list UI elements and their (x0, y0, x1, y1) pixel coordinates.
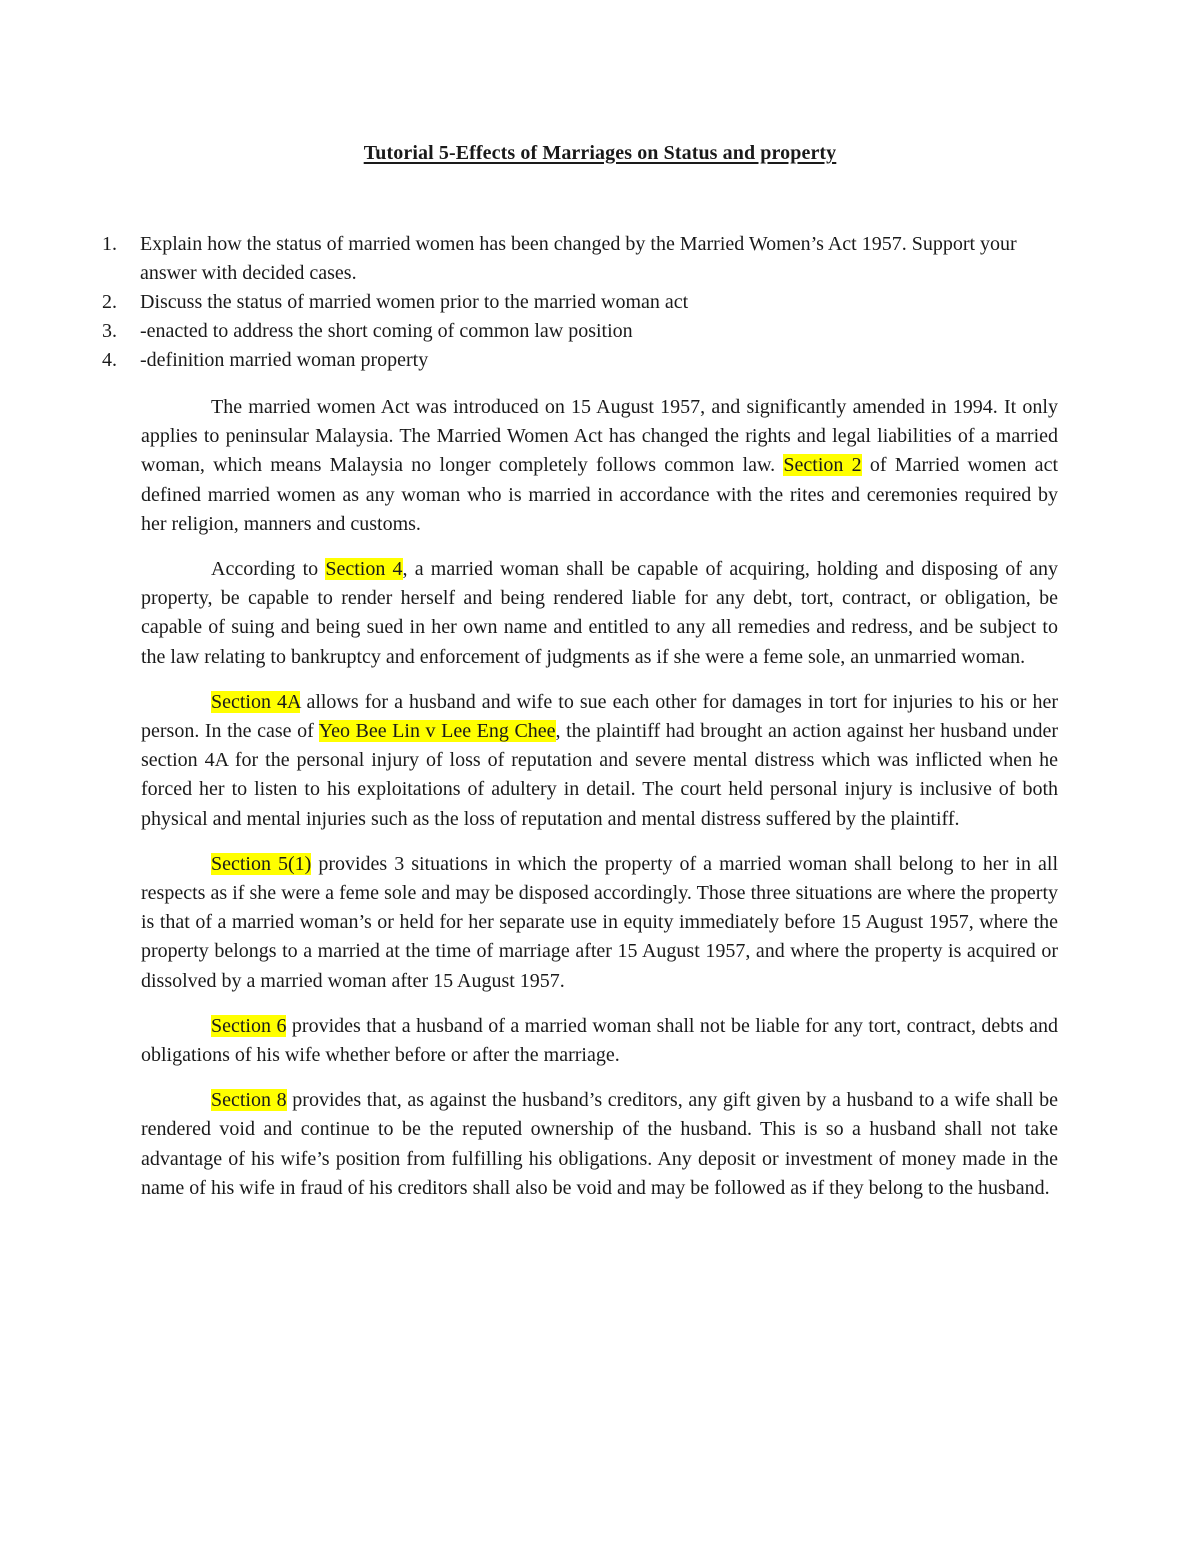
highlighted-reference: Section 6 (211, 1014, 287, 1037)
question-item (102, 346, 1062, 375)
paragraph-section-8 (141, 1086, 1058, 1203)
document-body (141, 393, 1058, 1219)
paragraph-section-4 (141, 555, 1058, 672)
question-text: Explain how the status of married women has been changed by the Married Women’s Act 1957. Support your answer with decided cases. (140, 233, 1017, 284)
paragraph-text: , a married woman shall be capable of acquiring, holding and disposing of any property, be capable to render herself and being rendered liable for any debt, tort, contract, or obligation, be capable of suing and being sued in her own name and entitled to any all remedies and redress, and be subject to the law relating to bankruptcy and enforcement of judgments as if she were a feme sole, an unmarried woman. (141, 558, 1058, 668)
question-number: 2. (102, 291, 117, 313)
paragraph-text: , the plaintiff had brought an action against her husband under section 4A for the personal injury of loss of reputation and severe mental distress which was inflicted when he forced her to listen to his exploitations of adultery in detail. The court held personal injury is inclusive of both physical and mental injuries such as the loss of reputation and mental distress suffered by the plaintiff. (141, 720, 1059, 830)
question-item (102, 317, 1062, 346)
document-title: Tutorial 5-Effects of Marriages on Status and property (363, 142, 837, 164)
question-text: Discuss the status of married women prior to the married woman act (140, 291, 689, 313)
question-number: 1. (102, 233, 117, 255)
question-text: -enacted to address the short coming of common law position (140, 320, 633, 342)
paragraph-text: provides that, as against the husband’s creditors, any gift given by a husband to a wife shall be rendered void and continue to be the reputed ownership of the husband. This is so a husband shall not take advantage of his wife’s position from fulfilling his obligations. Any deposit or investment of money made in the name of his wife in fraud of his creditors shall also be void and may be followed as if they belong to the husband. (141, 1089, 1058, 1199)
highlighted-reference: Section 8 (211, 1089, 287, 1112)
question-number: 4. (102, 349, 117, 371)
paragraph-text: provides that a husband of a married woman shall not be liable for any tort, contract, debts and obligations of his wife whether before or after the marriage. (141, 1014, 1058, 1067)
question-list (102, 230, 1062, 375)
paragraph-text: allows for a husband and wife to sue each other for damages in tort for injuries to his or her person. In the case of (141, 690, 1058, 743)
paragraph-text: provides 3 situations in which the property of a married woman shall belong to her in all respects as if she were a feme sole and may be disposed accordingly. Those three situations are where the property is that of a married woman’s or held for her separate use in equity immediately before 15 August 1957, where the property belongs to a married at the time of marriage after 15 August 1957, and where the property is acquired or dissolved by a married woman after 15 August 1957. (141, 852, 1059, 992)
highlighted-reference: Section 4A (211, 690, 301, 713)
paragraph-section-5-1 (141, 850, 1058, 996)
paragraph-section-6 (141, 1012, 1058, 1070)
question-number: 3. (102, 320, 117, 342)
highlighted-reference: Section 4 (325, 558, 403, 581)
paragraph-text: of Married women act defined married women as any woman who is married in accordance with the rites and ceremonies required by her religion, manners and customs. (141, 454, 1058, 535)
highlighted-case-name: Yeo Bee Lin v Lee Eng Chee (318, 720, 556, 743)
question-item (102, 230, 1062, 288)
paragraph-text: The married women Act was introduced on 15 August 1957, and significantly amended in 1994. It only applies to peninsular Malaysia. The Married Women Act has changed the rights and legal liabilities of a married woman, which means Malaysia no longer completely follows common law. (141, 396, 1058, 477)
highlighted-reference: Section 2 (783, 454, 862, 477)
highlighted-reference: Section 5(1) (211, 852, 312, 875)
question-item (102, 288, 1062, 317)
question-text: -definition married woman property (140, 349, 429, 371)
paragraph-text: According to (211, 558, 326, 581)
paragraph-section-2 (141, 393, 1058, 539)
paragraph-section-4a (141, 688, 1058, 834)
